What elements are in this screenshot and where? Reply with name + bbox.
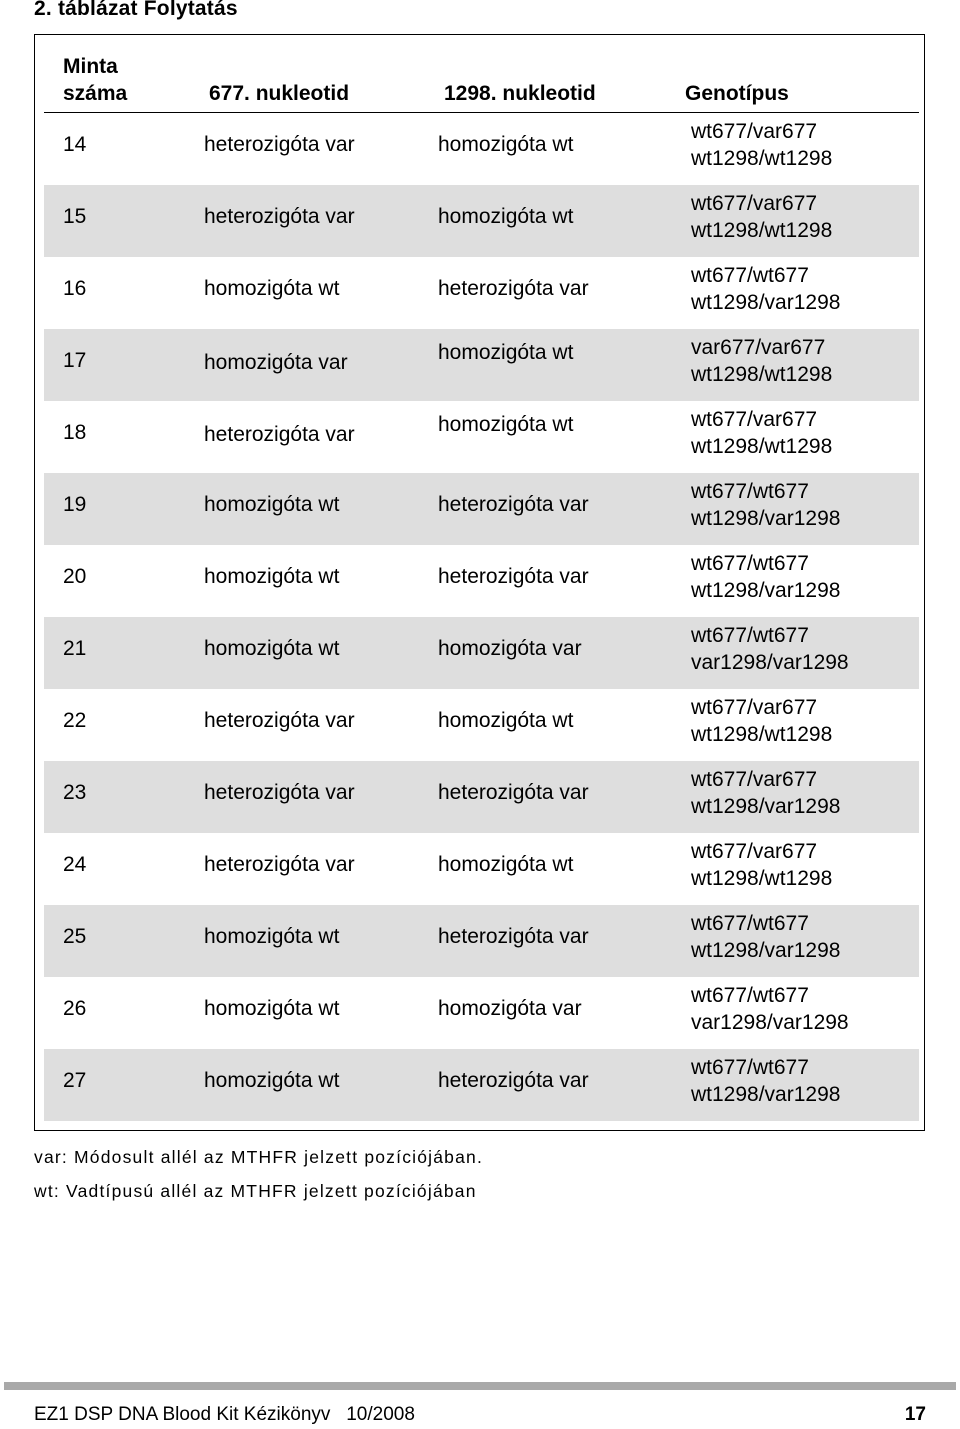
nucleotide-1298-cell: heterozigóta var: [438, 493, 589, 516]
sample-number-cell: 22: [63, 709, 87, 732]
genotype-line: wt677/var677: [691, 408, 818, 431]
table-row: [44, 401, 919, 473]
genotype-line: var1298/var1298: [691, 651, 849, 674]
table-row: [44, 689, 919, 761]
genotype-cell: [691, 694, 832, 748]
sample-number-cell: 17: [63, 349, 87, 372]
table-row: [44, 113, 919, 185]
genotype-line: wt1298/var1298: [691, 507, 841, 530]
table-row: [44, 545, 919, 617]
table-row: [44, 617, 919, 689]
sample-number-cell: 25: [63, 925, 87, 948]
genotype-line: wt677/var677: [691, 840, 818, 863]
nucleotide-677-cell: homozigóta wt: [204, 277, 340, 300]
genotype-cell: [691, 550, 840, 604]
nucleotide-677-cell: heterozigóta var: [204, 133, 355, 156]
genotype-line: wt1298/wt1298: [691, 723, 833, 746]
genotype-line: wt677/wt677: [691, 984, 809, 1007]
table-row: [44, 977, 919, 1049]
header-sample-number: [63, 53, 127, 107]
header-nucleotide-1298: 1298. nukleotid: [444, 82, 596, 105]
nucleotide-677-cell: heterozigóta var: [204, 423, 355, 446]
nucleotide-677-cell: homozigóta wt: [204, 1069, 340, 1092]
nucleotide-1298-cell: heterozigóta var: [438, 565, 589, 588]
nucleotide-1298-cell: homozigóta wt: [438, 709, 574, 732]
nucleotide-1298-cell: heterozigóta var: [438, 925, 589, 948]
nucleotide-677-cell: heterozigóta var: [204, 853, 355, 876]
genotype-line: wt677/wt677: [691, 624, 809, 647]
header-genotype: Genotípus: [685, 82, 789, 105]
genotype-line: wt1298/wt1298: [691, 363, 833, 386]
nucleotide-677-cell: homozigóta wt: [204, 565, 340, 588]
nucleotide-1298-cell: homozigóta var: [438, 997, 582, 1020]
genotype-cell: [691, 910, 840, 964]
sample-number-cell: 15: [63, 205, 87, 228]
nucleotide-1298-cell: homozigóta wt: [438, 341, 574, 364]
footer-title: EZ1 DSP DNA Blood Kit Kézikönyv 10/2008: [34, 1404, 415, 1425]
header-sample-line2: száma: [63, 82, 128, 105]
genotype-line: wt677/var677: [691, 192, 818, 215]
footer-rule: [4, 1382, 956, 1390]
sample-number-cell: 21: [63, 637, 87, 660]
genotype-line: wt1298/var1298: [691, 795, 841, 818]
sample-number-cell: 27: [63, 1069, 87, 1092]
genotype-line: wt677/wt677: [691, 480, 809, 503]
nucleotide-677-cell: homozigóta wt: [204, 493, 340, 516]
genotype-line: wt677/wt677: [691, 552, 809, 575]
genotype-line: wt677/var677: [691, 768, 818, 791]
genotype-cell: [691, 766, 840, 820]
nucleotide-677-cell: homozigóta wt: [204, 637, 340, 660]
genotype-cell: [691, 838, 832, 892]
genotype-cell: [691, 406, 832, 460]
nucleotide-677-cell: heterozigóta var: [204, 781, 355, 804]
sample-number-cell: 18: [63, 421, 87, 444]
genotype-cell: [691, 118, 832, 172]
nucleotide-677-cell: homozigóta wt: [204, 925, 340, 948]
sample-number-cell: 19: [63, 493, 87, 516]
genotype-cell: [691, 190, 832, 244]
genotype-table: [34, 34, 925, 1131]
genotype-line: wt677/wt677: [691, 1056, 809, 1079]
genotype-line: wt677/var677: [691, 120, 818, 143]
sample-number-cell: 20: [63, 565, 87, 588]
genotype-line: wt1298/var1298: [691, 939, 841, 962]
nucleotide-1298-cell: heterozigóta var: [438, 1069, 589, 1092]
nucleotide-1298-cell: homozigóta wt: [438, 205, 574, 228]
table-header: [44, 50, 919, 113]
table-row: [44, 833, 919, 905]
nucleotide-677-cell: heterozigóta var: [204, 709, 355, 732]
nucleotide-677-cell: homozigóta var: [204, 351, 348, 374]
nucleotide-1298-cell: homozigóta wt: [438, 413, 574, 436]
table-row: [44, 329, 919, 401]
sample-number-cell: 16: [63, 277, 87, 300]
genotype-cell: [691, 334, 832, 388]
table-row: [44, 905, 919, 977]
genotype-line: wt1298/wt1298: [691, 867, 833, 890]
genotype-cell: [691, 982, 849, 1036]
table-row: [44, 473, 919, 545]
genotype-line: wt677/wt677: [691, 912, 809, 935]
nucleotide-1298-cell: homozigóta wt: [438, 853, 574, 876]
genotype-line: wt1298/var1298: [691, 1083, 841, 1106]
nucleotide-1298-cell: heterozigóta var: [438, 781, 589, 804]
genotype-line: wt1298/var1298: [691, 579, 841, 602]
genotype-line: wt1298/wt1298: [691, 435, 833, 458]
genotype-cell: [691, 622, 849, 676]
legend-wt: wt: Vadtípusú allél az MTHFR jelzett pozíciójában: [34, 1181, 477, 1201]
table-row: [44, 761, 919, 833]
table-row: [44, 257, 919, 329]
genotype-line: wt1298/wt1298: [691, 219, 833, 242]
nucleotide-677-cell: heterozigóta var: [204, 205, 355, 228]
nucleotide-1298-cell: homozigóta wt: [438, 133, 574, 156]
sample-number-cell: 24: [63, 853, 87, 876]
table-row: [44, 185, 919, 257]
genotype-cell: [691, 478, 840, 532]
genotype-cell: [691, 1054, 840, 1108]
page-number: 17: [904, 1404, 926, 1425]
nucleotide-1298-cell: homozigóta var: [438, 637, 582, 660]
table-caption: 2. táblázat Folytatás: [34, 0, 238, 20]
sample-number-cell: 14: [63, 133, 87, 156]
genotype-line: wt677/var677: [691, 696, 818, 719]
legend-var: var: Módosult allél az MTHFR jelzett pozíciójában.: [34, 1147, 484, 1167]
genotype-line: var677/var677: [691, 336, 826, 359]
nucleotide-677-cell: homozigóta wt: [204, 997, 340, 1020]
genotype-line: wt677/wt677: [691, 264, 809, 287]
genotype-line: wt1298/wt1298: [691, 147, 833, 170]
header-nucleotide-677: 677. nukleotid: [209, 82, 350, 105]
table-row: [44, 1049, 919, 1121]
genotype-line: var1298/var1298: [691, 1011, 849, 1034]
header-sample-line1: Minta: [63, 55, 118, 78]
nucleotide-1298-cell: heterozigóta var: [438, 277, 589, 300]
genotype-cell: [691, 262, 840, 316]
genotype-line: wt1298/var1298: [691, 291, 841, 314]
sample-number-cell: 23: [63, 781, 87, 804]
sample-number-cell: 26: [63, 997, 87, 1020]
table-body: [44, 113, 919, 1121]
